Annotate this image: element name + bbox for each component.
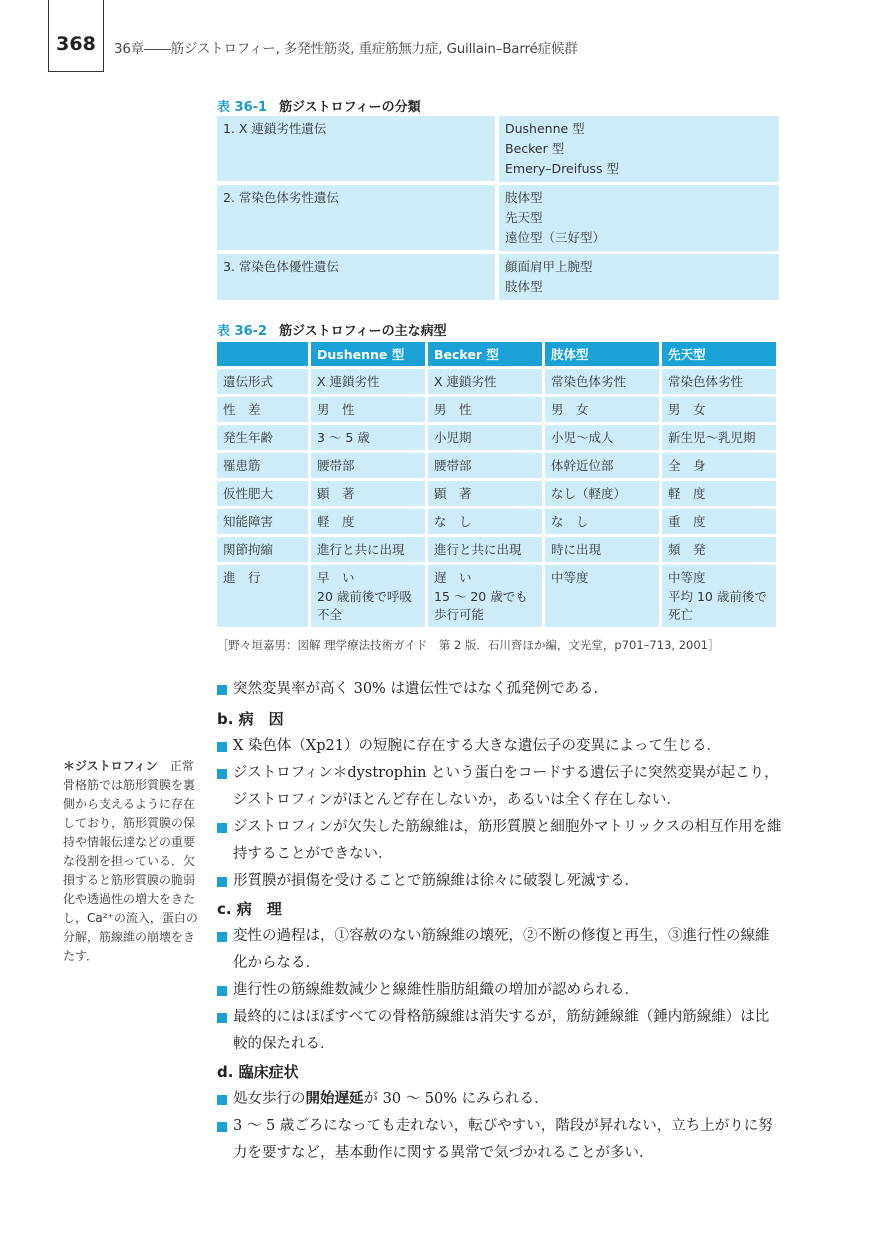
table-cell: 顕 著 [311,481,425,506]
table-cell: 時に出現 [545,537,659,562]
bullet-text: ジストロフィン＊dystrophin という蛋白をコードする遺伝子に突然変異が起こり，ジストロフィンがほとんど存在しないか，あるいは全く存在しない． [233,765,779,808]
cell-line: 肢体型 [505,190,543,205]
section-heading-d: d. 臨床症状 [217,1063,299,1081]
table-cell: 小児～成人 [545,425,659,450]
list-item [217,1113,783,1167]
table-row [217,116,779,182]
table-cell: 体幹近位部 [545,453,659,478]
table-cell: 軽 度 [311,509,425,534]
side-note-text: 正常骨格筋では筋形質膜を裏側から支えるように存在しており，筋形質膜の保持や情報伝達などの重要な役割を担っている．欠損すると筋形質膜の脆弱化や透過性の増大をきたし，Ca²⁺の流入，蛋白の分解，筋線維の崩壊をきたす． [63,759,198,963]
bullet-text: ジストロフィンが欠失した筋線維は，筋形質膜と細胞外マトリックスの相互作用を維持することができない． [233,819,782,862]
table-row [217,565,779,627]
table-cell: 顕 著 [428,481,542,506]
cell-line: 遠位型（三好型） [505,230,606,245]
table-disease-types [217,342,779,630]
table-cell: 常染色体劣性 [545,369,659,394]
bullet-text: 形質膜が損傷を受けることで筋線維は徐々に破裂し死滅する． [233,873,639,889]
bullet-square-icon [217,823,227,833]
table-cell: なし（軽度） [545,481,659,506]
table-source: ［野々垣嘉男：図解 理学療法技術ガイド 第 2 版．石川齊ほか編，文光堂，p701–713, 2001］ [217,638,720,652]
bullet-emphasis: 開始遅延 [305,1091,364,1107]
table-cell: 小児期 [428,425,542,450]
list-item [217,733,783,760]
page-number: 368 [56,33,96,55]
table-row [217,425,779,450]
table-row [217,453,779,478]
cell-line: Dushenne 型 [505,121,585,136]
table-classification [217,116,779,303]
bullet-text: 進行性の筋線維数減少と線維性脂肪組織の増加が認められる． [233,982,639,998]
bullet-text: 最終的にはほぼすべての骨格筋線維は消失するが，筋紡錘線維（錘内筋線維）は比較的保たれる． [233,1009,770,1052]
bullet-text: 突然変異率が高く 30% は遺伝性ではなく孤発例である． [233,681,608,697]
list-item [217,676,783,703]
bullet-square-icon [217,1122,227,1132]
table-cell: な し [545,509,659,534]
bullet-text: 3 ～ 5 歳ごろになっても走れない，転びやすい，階段が昇れない，立ち上がりに努力を要すなど，基本動作に関する異常で気づかれることが多い． [233,1118,773,1161]
table-row [217,369,779,394]
table-cell: 中等度 [545,565,659,627]
table-cell: 全 身 [662,453,776,478]
table-cell: 遅 い 15 ～ 20 歳でも歩行可能 [428,565,542,627]
table-cell: 早 い 20 歳前後で呼吸不全 [311,565,425,627]
bullet-text: 変性の過程は，①容赦のない筋線維の壊死，②不断の修復と再生，③進行性の線維化からなる． [233,928,770,971]
section-heading-c: c. 病 理 [217,900,282,918]
table-cell: 発生年齢 [217,425,308,450]
table-cell: 重 度 [662,509,776,534]
main-text [217,676,783,1167]
bullet-square-icon [217,742,227,752]
table-cell: 男 性 [428,397,542,422]
table-cell: 性 差 [217,397,308,422]
table2-caption-title: 筋ジストロフィーの主な病型 [279,324,447,339]
bullet-square-icon [217,1095,227,1105]
table-header-cell: Becker 型 [428,342,542,366]
table-header-cell: 先天型 [662,342,776,366]
table-cell: 仮性肥大 [217,481,308,506]
table-row [217,481,779,506]
table-row [217,185,779,251]
list-item [217,1004,783,1058]
bullet-square-icon [217,685,227,695]
table1-caption-title: 筋ジストロフィーの分類 [279,100,421,115]
table-cell: X 連鎖劣性 [311,369,425,394]
table1-caption [217,96,421,115]
table-cell: 男 女 [545,397,659,422]
table2-caption-number: 表 36-2 [217,324,268,339]
page-number-box [48,0,104,72]
cell-line: 肢体型 [505,279,543,294]
table-cell: 進 行 [217,565,308,627]
table-header-cell [217,342,308,366]
bullet-square-icon [217,877,227,887]
table-cell: 2. 常染色体劣性遺伝 [217,185,495,250]
table-cell: 中等度 平均 10 歳前後で死亡 [662,565,776,627]
table-cell: 常染色体劣性 [662,369,776,394]
table-header-cell: 肢体型 [545,342,659,366]
cell-line: 先天型 [505,210,543,225]
table-cell: 男 性 [311,397,425,422]
bullet-square-icon [217,932,227,942]
table-cell: 進行と共に出現 [428,537,542,562]
list-item [217,814,783,868]
side-note-dystrophin [63,757,203,966]
table-cell: 知能障害 [217,509,308,534]
table-row [217,397,779,422]
table-cell: 新生児～乳児期 [662,425,776,450]
table-cell: X 連鎖劣性 [428,369,542,394]
list-item [217,1086,783,1113]
table-cell: 3 ～ 5 歳 [311,425,425,450]
table-cell: 関節拘縮 [217,537,308,562]
table-cell: 罹患筋 [217,453,308,478]
table-row [217,254,779,300]
table-cell: な し [428,509,542,534]
table-cell: 軽 度 [662,481,776,506]
table-cell [499,254,779,300]
table-cell: 進行と共に出現 [311,537,425,562]
table1-caption-number: 表 36-1 [217,100,268,115]
running-title: 36章――筋ジストロフィー, 多発性筋炎, 重症筋無力症, Guillain–Barré症候群 [114,41,578,57]
table-header-row [217,342,779,366]
bullet-square-icon [217,986,227,996]
bullet-square-icon [217,1013,227,1023]
table-cell [499,116,779,182]
cell-line: Becker 型 [505,141,565,156]
table-cell [499,185,779,251]
table-cell: 頻 発 [662,537,776,562]
table-cell: 腰帯部 [311,453,425,478]
table-cell: 3. 常染色体優性遺伝 [217,254,495,300]
table2-caption [217,320,447,339]
table-cell: 男 女 [662,397,776,422]
table-cell: 腰帯部 [428,453,542,478]
table-cell: 1. X 連鎖劣性遺伝 [217,116,495,181]
list-item [217,923,783,977]
side-note-term: ＊ジストロフィン [63,759,158,773]
table-row [217,537,779,562]
section-heading-b: b. 病 因 [217,710,284,728]
list-item [217,868,783,895]
cell-line: 顔面肩甲上腕型 [505,259,593,274]
table-cell: 遺伝形式 [217,369,308,394]
cell-line: Emery–Dreifuss 型 [505,161,620,176]
list-item [217,760,783,814]
bullet-text: が 30 ～ 50% にみられる． [363,1091,549,1107]
list-item [217,977,783,1004]
table-row [217,509,779,534]
bullet-text: 処女歩行の [233,1091,306,1107]
bullet-square-icon [217,769,227,779]
bullet-text: X 染色体（Xp21）の短腕に存在する大きな遺伝子の変異によって生じる． [233,738,721,754]
table-header-cell: Dushenne 型 [311,342,425,366]
